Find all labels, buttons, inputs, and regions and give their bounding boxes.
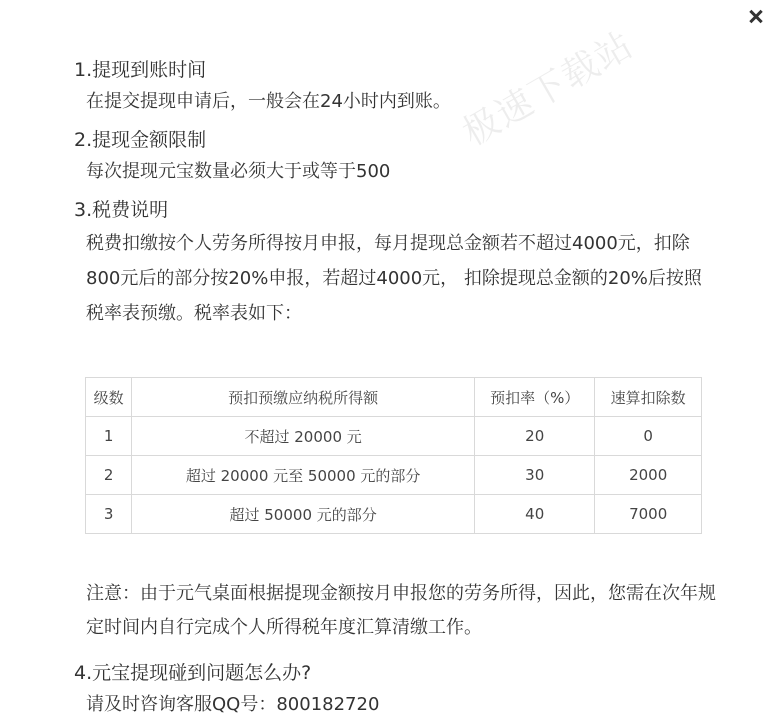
section-body-withdraw-time: 在提交提现申请后，一般会在24小时内到账。 xyxy=(86,91,451,112)
table-row xyxy=(86,495,702,534)
table-header-row xyxy=(86,378,702,417)
section-title-amount-limit: 2.提现金额限制 xyxy=(74,129,207,151)
table-cell: 2 xyxy=(86,456,132,495)
table-cell: 7000 xyxy=(595,495,702,534)
tax-rate-table xyxy=(85,377,702,534)
tax-notice: 注意：由于元气桌面根据提现金额按月申报您的劳务所得，因此，您需在次年规定时间内自行完成个人所得税年度汇算清缴工作。 xyxy=(86,583,716,638)
close-button[interactable] xyxy=(744,4,768,28)
table-row xyxy=(86,456,702,495)
table-cell: 超过 50000 元的部分 xyxy=(132,495,475,534)
header-quick-deduction: 速算扣除数 xyxy=(595,378,702,417)
table-cell: 30 xyxy=(475,456,595,495)
section-title-help: 4.元宝提现碰到问题怎么办? xyxy=(74,662,312,684)
table-cell: 0 xyxy=(595,417,702,456)
section-body-help: 请及时咨询客服QQ号：800182720 xyxy=(86,694,380,715)
help-section xyxy=(74,657,714,727)
table-cell: 2000 xyxy=(595,456,702,495)
header-level: 级数 xyxy=(86,378,132,417)
table-cell: 40 xyxy=(475,495,595,534)
watermark: 极速下载站 xyxy=(456,23,642,155)
header-taxable-income: 预扣预缴应纳税所得额 xyxy=(132,378,475,417)
section-title-withdraw-time: 1.提现到账时间 xyxy=(74,59,207,81)
section-body-amount-limit: 每次提现元宝数量必须大于或等于500 xyxy=(86,161,391,182)
table-cell: 3 xyxy=(86,495,132,534)
table-cell: 1 xyxy=(86,417,132,456)
section-body-tax: 税费扣缴按个人劳务所得按月申报，每月提现总金额若不超过4000元，扣除800元后的部分按20%申报，若超过4000元， 扣除提现总金额的20%后按照税率表预缴。税率表如下： xyxy=(86,233,702,324)
table-cell: 超过 20000 元至 50000 元的部分 xyxy=(132,456,475,495)
info-content xyxy=(74,54,714,331)
table-cell: 20 xyxy=(475,417,595,456)
section-title-tax: 3.税费说明 xyxy=(74,199,169,221)
table-row xyxy=(86,417,702,456)
header-rate: 预扣率（%） xyxy=(475,378,595,417)
table-cell: 不超过 20000 元 xyxy=(132,417,475,456)
